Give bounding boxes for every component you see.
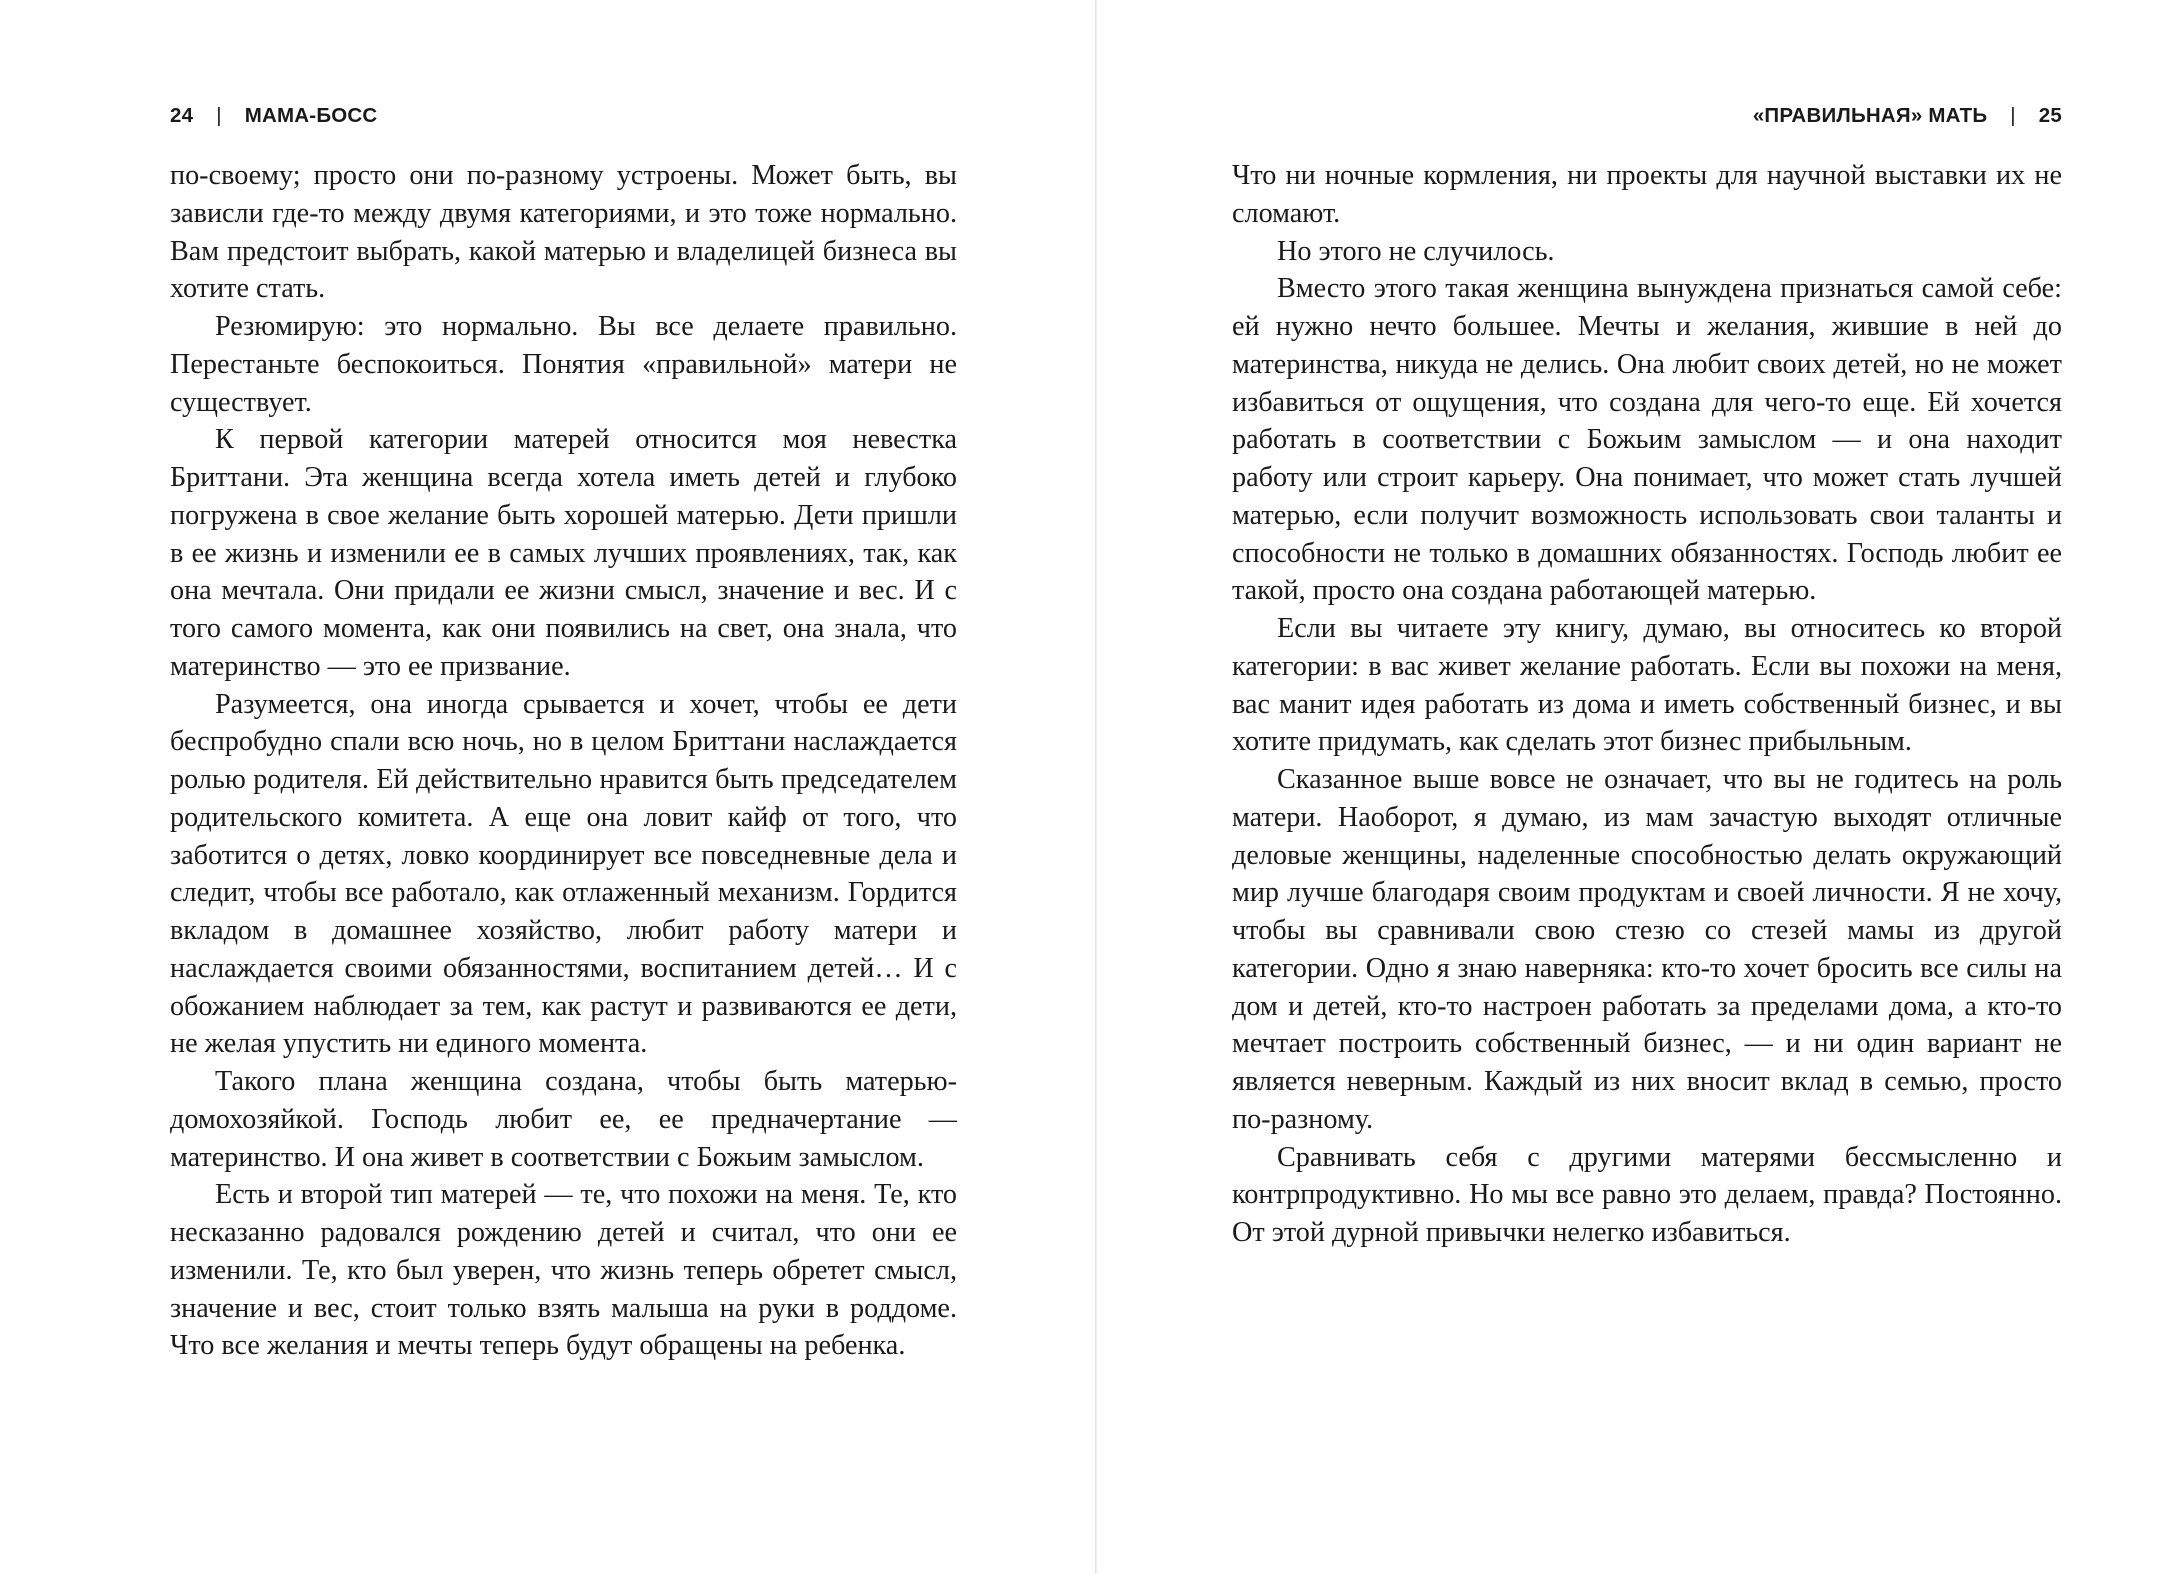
left-page-body <box>170 157 957 1365</box>
paragraph: Разумеется, она иногда срывается и хочет, чтобы ее дети беспробудно спали всю ночь, но в целом Бриттани наслаждается ролью родителя. Ей действительно нравится быть председателем родительского комитета. А еще она ловит кайф от того, что заботится о детях, ловко координирует все повседневные дела и следит, чтобы все работало, как отлаженный механизм. Гордится вкладом в домашнее хозяйство, любит работу матери и наслаждается своими обязанностями, воспитанием детей… И с обожанием наблюдает за тем, как растут и развиваются ее дети, не желая упустить ни единого момента. <box>170 688 957 1060</box>
paragraph: Что ни ночные кормления, ни проекты для научной выставки их не сломают. <box>1232 160 2062 229</box>
left-header-separator: | <box>216 104 222 127</box>
right-running-header <box>1753 98 2062 134</box>
paragraph: Вместо этого такая женщина вынуждена признаться самой себе: ей нужно нечто большее. Мечты и желания, жившие в ней до материнства, никуда не делись. Она любит своих детей, но не может избавиться от ощущения, что создана для чего-то еще. Ей хочется работать в соответствии с Божьим замыслом — и она находит работу или строит карьеру. Она понимает, что может стать лучшей матерью, если получит возможность использовать свои таланты и способности не только в домашних обязанностях. Господь любит ее такой, просто она создана работающей матерью. <box>1232 273 2062 607</box>
right-page-number: 25 <box>2038 104 2062 127</box>
paragraph: Есть и второй тип матерей — те, что похожи на меня. Те, кто несказанно радовался рождению детей и считал, что они ее изменили. Те, кто был уверен, что жизнь теперь обретет смысл, значение и вес, стоит только взять малыша на руки в роддоме. Что все желания и мечты теперь будут обращены на ребенка. <box>170 1179 957 1362</box>
left-page-number: 24 <box>170 104 194 127</box>
right-running-title: «ПРАВИЛЬНАЯ» МАТЬ <box>1752 104 1988 127</box>
paragraph: Резюмирую: это нормально. Вы все делаете правильно. Перестаньте беспокоиться. Понятия «правильной» матери не существует. <box>170 311 957 418</box>
paragraph: Такого плана женщина создана, чтобы быть матерью-домохозяйкой. Господь любит ее, ее предначертание — материнство. И она живет в соответствии с Божьим замыслом. <box>170 1066 957 1173</box>
paragraph: К первой категории матерей относится моя невестка Бриттани. Эта женщина всегда хотела иметь детей и глубоко погружена в свое желание быть хорошей матерью. Дети пришли в ее жизнь и изменили ее в самых лучших проявлениях, так, как она мечтала. Они придали ее жизни смысл, значение и вес. И с того самого момента, как они появились на свет, она знала, что материнство — это ее призвание. <box>170 424 957 682</box>
paragraph: Если вы читаете эту книгу, думаю, вы относитесь ко второй категории: в вас живет желание работать. Если вы похожи на меня, вас манит идея работать из дома и иметь собственный бизнес, и вы хотите придумать, как сделать этот бизнес прибыльным. <box>1232 613 2062 758</box>
left-running-title: МАМА-БОСС <box>244 104 378 127</box>
left-running-header <box>170 98 377 134</box>
right-page-body <box>1232 157 2062 1252</box>
right-header-separator: | <box>2010 104 2016 127</box>
paragraph: Но этого не случилось. <box>1277 235 1555 267</box>
right-page <box>1097 0 2180 1574</box>
paragraph: Сказанное выше вовсе не означает, что вы не годитесь на роль матери. Наоборот, я думаю, из мам зачастую выходят отличные деловые женщины, наделенные способностью делать окружающий мир лучше благодаря своим продуктам и своей личности. Я не хочу, чтобы вы сравнивали свою стезю со стезей мамы из другой категории. Одно я знаю наверняка: кто-то хочет бросить все силы на дом и детей, кто-то настроен работать за пределами дома, а кто-то мечтает построить собственный бизнес, — и ни один вариант не является неверным. Каждый из них вносит вклад в семью, просто по-разному. <box>1232 764 2062 1135</box>
paragraph: Сравнивать себя с другими матерями бессмысленно и контрпродуктивно. Но мы все равно это делаем, правда? Постоянно. От этой дурной привычки нелегко избавиться. <box>1232 1141 2062 1248</box>
paragraph: по-своему; просто они по-разному устроены. Может быть, вы зависли где-то между двумя категориями, и это тоже нормально. Вам предстоит выбрать, какой матерью и владелицей бизнеса вы хотите стать. <box>170 160 957 305</box>
